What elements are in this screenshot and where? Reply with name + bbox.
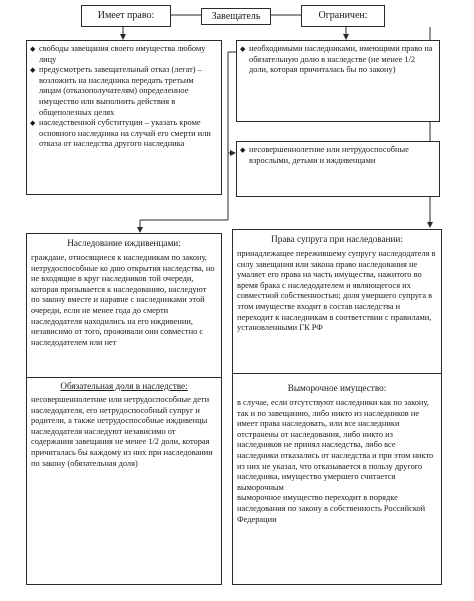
- escheat-text: в случае, если отсутствуют наследники как по закону, так и по завещанию, либо никто из наследников не имеет права наследовать, или все наследники отстранены от наследования, либо никто из наследников не принял наследства, либо все наследники отказались от наследства и при этом никто из них не указал, что отказывается в пользу другого наследника, имущество умершего считается выморочным: [237, 398, 434, 492]
- rights-header-label: Имеет право:: [97, 10, 155, 21]
- mandatory-text: несовершеннолетние или нетрудоспособные дети наследодателя, его нетрудоспособный супруг и родители, а также нетрудоспособные иждивенцы наследодателя наследуют независимо от содержания завещания не менее 1/2 доли, которая причиталась бы каждому из них при наследовании по закону (обязательная доля): [31, 395, 213, 468]
- spouse-section: [233, 230, 441, 334]
- spouse-title: Права супруга при наследовании:: [271, 234, 403, 244]
- rights-item: ◆ предусмотреть завещательный отказ (легат) – возложить на наследника передать третьим лицам (отказополучателям) определенное имущество или выполнить действия в общеполезных целях: [30, 65, 202, 117]
- rights-header: [81, 5, 171, 27]
- diamond-bullet-icon: ◆: [30, 45, 36, 53]
- right-column-box: [232, 229, 442, 585]
- limits-box-heirs: [236, 40, 440, 122]
- testator-header: [201, 8, 271, 25]
- limits-box-dependents: [236, 141, 440, 197]
- mandatory-title: Обязательная доля в наследстве:: [60, 381, 188, 391]
- spouse-text: принадлежащее пережившему супругу наследодателя в силу завещания или закона право наследования не умаляет его права на часть имущества, нажитого во время брака с наследодателем и являющегося их совместной собственностью; доля умершего супруга в этом имуществе входит в состав наследства и переходит к наследникам в соответствии с правилами, установленными ГК РФ: [237, 249, 436, 333]
- rights-box: [26, 40, 222, 195]
- limits-item: ◆ необходимыми наследниками, имеющими право на обязательную долю в наследстве (не менее 1/2 доли, которая причиталась бы по закону): [240, 44, 433, 75]
- diamond-bullet-icon: ◆: [30, 119, 36, 128]
- dependents-text: граждане, относящиеся к наследникам по закону, нетрудоспособные ко дню открытия наследства, но не входящие в круг наследников той очереди, которая призывается к наследованию, наследуют по закону вместе и наравне с наследниками этой очереди, если не менее года до смерти наследодателя находились на его иждивении, независимо от того, проживали они совместно с наследодателем или нет: [31, 253, 215, 347]
- diamond-bullet-icon: ◆: [30, 66, 36, 75]
- testator-header-label: Завещатель: [211, 11, 261, 22]
- limits-item: ◆ несовершеннолетние или нетрудоспособные взрослыми, детьми и иждивенцами: [240, 145, 409, 165]
- limits-header: [301, 5, 385, 27]
- dependents-section: [27, 234, 221, 348]
- rights-item: ◆ наследственной субституции – указать кроме основного наследника на случай его смерти или отказа от наследства другого наследника: [30, 118, 211, 149]
- mandatory-section: [27, 381, 221, 469]
- left-column-box: [26, 233, 222, 585]
- diamond-bullet-icon: ◆: [240, 146, 246, 154]
- rights-item: ◆ свободы завещания своего имущества любому лицу: [30, 44, 206, 64]
- escheat-title: Выморочное имущество:: [287, 383, 387, 393]
- escheat-text-2: выморочное имущество переходит в порядке наследования по закону в собственность Российской Федерации: [237, 493, 426, 524]
- escheat-section: [233, 383, 441, 525]
- dependents-title: Наследование иждивенцами:: [67, 238, 181, 248]
- diamond-bullet-icon: ◆: [240, 45, 246, 53]
- section-divider: [233, 373, 441, 374]
- limits-header-label: Ограничен:: [318, 10, 368, 21]
- section-divider: [27, 377, 221, 378]
